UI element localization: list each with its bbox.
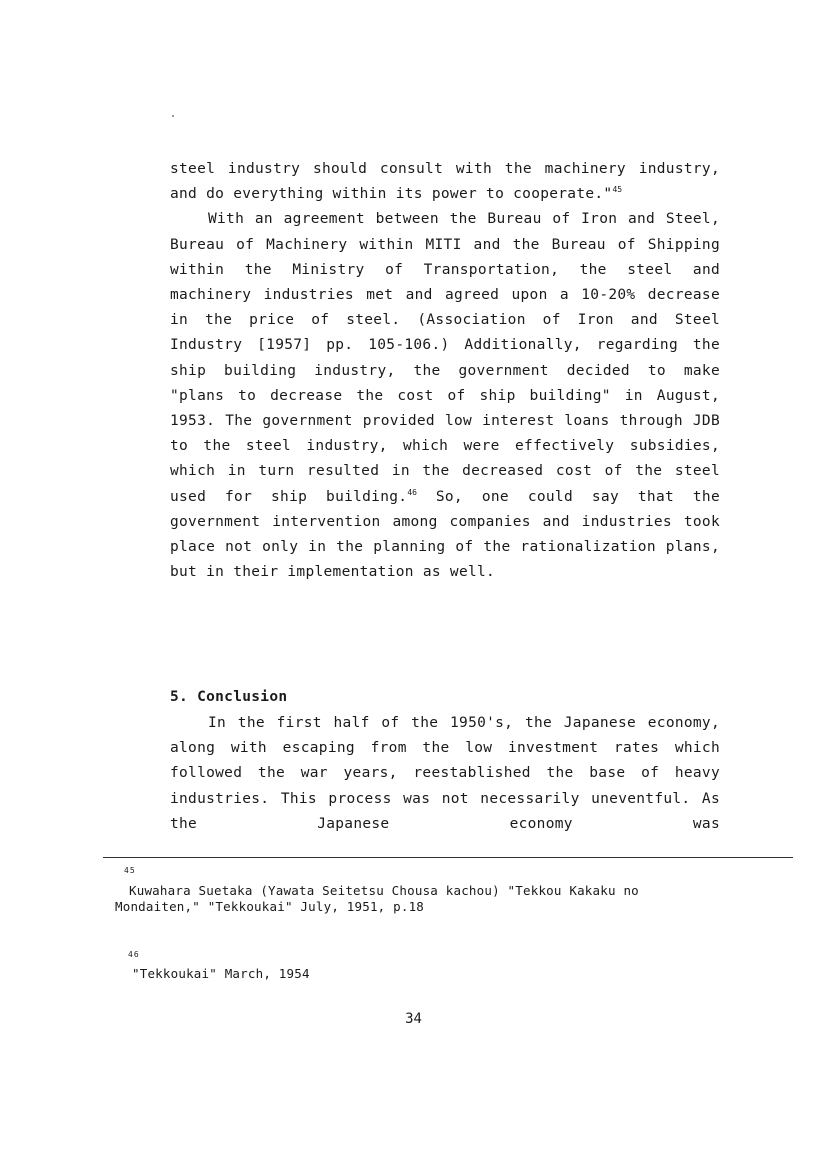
scan-speck [172, 115, 174, 117]
footnote-ref-46[interactable]: 46 [407, 487, 417, 497]
paragraph-agreement: With an agreement between the Bureau of Iron and Steel, Bureau of Machinery within MITI and the Bureau of Shipping within the Ministry of Transportation, the steel and machinery industries met and agreed upon a 10-20% decrease in the price of steel. (Association of Iron and Steel Industry [1957] pp. 105-106.) Additionally, regarding the ship building industry, the government decided to make "plans to decrease the cost of ship building" in August, 1953. The government provided low interest loans through JDB to the steel industry, which were effectively subsidies, which in turn resulted in the decreased cost of the steel used for ship building.$^{46}$ So, one could say that the government intervention among companies and industries took place not only in the planning of the rationalization plans, but in their implementation as well. [170, 211, 720, 581]
footnote-46-line1: "Tekkoukai" March, 1954 [132, 966, 310, 981]
conclusion-text-block [170, 711, 720, 837]
paragraph-continuation: steel industry should consult with the machinery industry, and do everything within its power to cooperate."$^{45}$ [170, 161, 720, 203]
footnote-separator [103, 857, 793, 858]
section-heading: 5. Conclusion [170, 689, 288, 705]
footnote-46 [132, 966, 732, 982]
footnote-45-line2: Mondaiten," "Tekkoukai" July, 1951, p.18 [115, 899, 425, 914]
footnote-ref-45[interactable]: 45 [612, 185, 623, 195]
footnote-mark-46: 46 [128, 950, 140, 959]
footnote-45-line1: Kuwahara Suetaka (Yawata Seitetsu Chousa kachou) "Tekkou Kakaku no [129, 883, 639, 898]
footnote-mark-45: 45 [124, 866, 136, 875]
footnote-45 [115, 883, 715, 915]
paragraph-conclusion: In the first half of the 1950's, the Japanese economy, along with escaping from the low investment rates which followed the war years, reestablished the base of heavy industries. This process was not necessarily uneventful. As the Japanese economy was [170, 715, 720, 832]
page-number: 34 [405, 1011, 422, 1027]
body-text-block [170, 157, 720, 585]
